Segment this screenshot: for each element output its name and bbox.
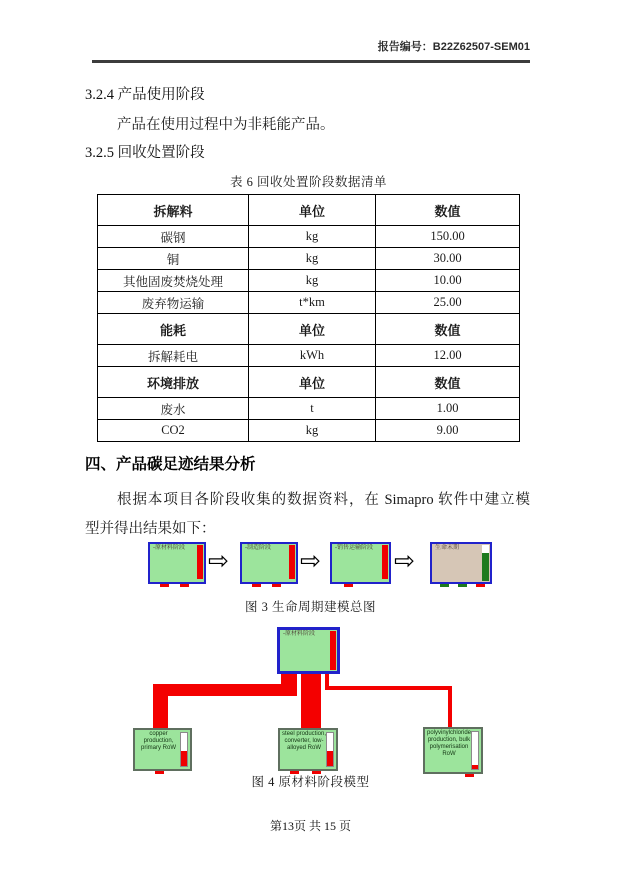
node-copper-production [133, 728, 192, 771]
stage-label: -原材料阶段 [153, 545, 185, 551]
arrow-right-icon: ⇨ [208, 546, 229, 575]
impact-bar [289, 545, 295, 579]
table-cell-material: 废弃物运输 [98, 292, 249, 314]
node-label: -原材料阶段 [283, 631, 315, 637]
stage-box-raw-material [148, 542, 206, 584]
table-cell-value: 30.00 [376, 248, 520, 270]
flow-segment [301, 666, 321, 730]
section-3-2-5-heading: 3.2.5 回收处置阶段 [85, 145, 205, 161]
table-6-caption: 表 6 回收处置阶段数据清单 [229, 175, 387, 189]
flow-mark [180, 584, 189, 587]
impact-indicator [180, 732, 188, 767]
figure-3-caption: 图 3 生命周期建模总图 [244, 600, 376, 614]
flow-mark [440, 584, 449, 587]
node-pvc-production [423, 727, 483, 774]
table-row [98, 226, 520, 248]
table-row [98, 345, 520, 367]
table-row [98, 270, 520, 292]
table-row [98, 248, 520, 270]
flow-mark [476, 584, 485, 587]
report-number: 报告编号：B22Z62507-SEM01 [377, 41, 530, 53]
table-row [98, 398, 520, 420]
section-4-paragraph-line2: 型并得出结果如下： [85, 521, 216, 537]
stage-box-manufacturing [240, 542, 298, 584]
impact-indicator-fill [472, 765, 478, 769]
impact-bar-fill [482, 553, 489, 581]
table-cell-value: 9.00 [376, 420, 520, 442]
section-3-2-4-heading: 3.2.4 产品使用阶段 [85, 87, 205, 103]
impact-indicator [471, 731, 479, 770]
impact-bar [197, 545, 203, 579]
table-cell-value: 150.00 [376, 226, 520, 248]
stage-box-sales-transport [330, 542, 391, 584]
stage-label: -销售运输阶段 [335, 545, 373, 551]
table-cell-unit: 单位 [249, 195, 376, 226]
section-4-heading: 四、产品碳足迹结果分析 [85, 456, 256, 473]
table-cell-unit: kg [249, 420, 376, 442]
table-cell-value: 12.00 [376, 345, 520, 367]
section-3-2-4-paragraph: 产品在使用过程中为非耗能产品。 [117, 117, 335, 133]
table-cell-material: 其他固废焚烧处理 [98, 270, 249, 292]
table-cell-value: 10.00 [376, 270, 520, 292]
impact-indicator-fill [181, 751, 187, 766]
table-cell-material: CO2 [98, 420, 249, 442]
table-cell-unit: kg [249, 226, 376, 248]
table-6 [97, 194, 520, 442]
header-rule [92, 60, 530, 63]
flow-mark [344, 584, 353, 587]
table-cell-value: 数值 [376, 195, 520, 226]
node-label: copper production, primary RoW [140, 731, 176, 751]
table-cell-material: 铜 [98, 248, 249, 270]
section-4-paragraph-line1: 根据本项目各阶段收集的数据资料，在 Simapro 软件中建立模 [117, 492, 530, 508]
flow-segment [153, 684, 168, 730]
figure-4-caption: 图 4 原材料阶段模型 [251, 775, 370, 789]
table-cell-unit: 单位 [249, 314, 376, 345]
stage-label: -制造阶段 [245, 545, 271, 551]
node-label: steel production, converter, low-alloyed RoW [281, 731, 327, 751]
flow-segment [153, 684, 297, 696]
arrow-right-icon: ⇨ [300, 546, 321, 575]
table-row [98, 292, 520, 314]
table-cell-value: 25.00 [376, 292, 520, 314]
page-number: 第13页 共 15 页 [269, 819, 351, 833]
table-cell-unit: t [249, 398, 376, 420]
table-cell-value: 数值 [376, 314, 520, 345]
impact-bar [382, 545, 388, 579]
flow-mark [160, 584, 169, 587]
node-raw-material-stage [277, 627, 340, 674]
table-cell-material: 拆解耗电 [98, 345, 249, 367]
table-cell-value: 1.00 [376, 398, 520, 420]
table-cell-unit: t*km [249, 292, 376, 314]
table-cell-material: 废水 [98, 398, 249, 420]
node-label: polyvinylchloride production, bulk polymerisation RoW [426, 730, 472, 757]
table-cell-unit: kg [249, 270, 376, 292]
table-cell-unit: kWh [249, 345, 376, 367]
flow-segment [325, 686, 452, 690]
table-cell-material: 能耗 [98, 314, 249, 345]
impact-indicator-fill [327, 751, 333, 766]
stage-label: 生命末期 [435, 545, 460, 551]
table-row [98, 420, 520, 442]
table-header-row [98, 314, 520, 345]
flow-mark [252, 584, 261, 587]
table-cell-unit: kg [249, 248, 376, 270]
table-cell-value: 数值 [376, 367, 520, 398]
table-cell-material: 拆解料 [98, 195, 249, 226]
stage-box-end-of-life [430, 542, 492, 584]
table-header-row [98, 195, 520, 226]
node-steel-production [278, 728, 338, 771]
flow-mark [272, 584, 281, 587]
impact-indicator [326, 732, 334, 767]
flow-segment [448, 686, 452, 729]
impact-bar [330, 631, 336, 670]
table-cell-material: 碳钢 [98, 226, 249, 248]
impact-bar [482, 545, 489, 581]
arrow-right-icon: ⇨ [394, 546, 415, 575]
table-cell-unit: 单位 [249, 367, 376, 398]
table-cell-material: 环境排放 [98, 367, 249, 398]
flow-mark [458, 584, 467, 587]
table-header-row [98, 367, 520, 398]
